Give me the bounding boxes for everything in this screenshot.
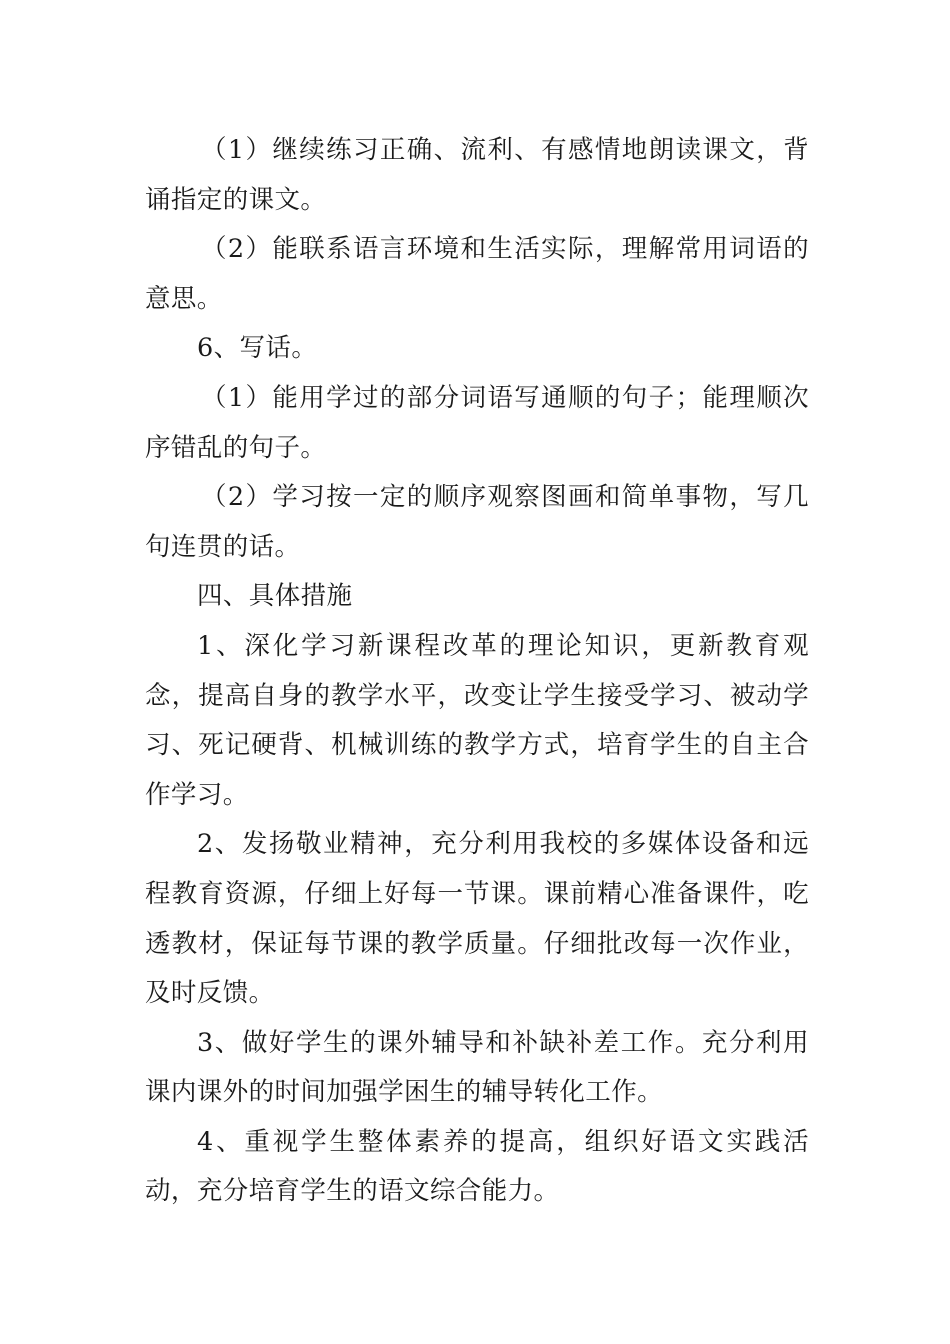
paragraph-measure-3: 3、做好学生的课外辅导和补缺补差工作。充分利用课内课外的时间加强学困生的辅导转化工作。 (145, 1027, 809, 1108)
section-heading-measures: 四、具体措施 (197, 581, 353, 612)
paragraph-reading-2: （2）能联系语言环境和生活实际，理解常用词语的意思。 (145, 234, 809, 314)
paragraph-writing-1: （1）能用学过的部分词语写通顺的句子；能理顺次序错乱的句子。 (145, 382, 809, 463)
paragraph-reading-1: （1）继续练习正确、流利、有感情地朗读课文，背诵指定的课文。 (145, 135, 809, 215)
paragraph-writing-2: （2）学习按一定的顺序观察图画和简单事物，写几句连贯的话。 (145, 482, 809, 562)
paragraph-measure-4: 4、重视学生整体素养的提高，组织好语文实践活动，充分培育学生的语文综合能力。 (145, 1126, 809, 1207)
paragraph-measure-1: 1、深化学习新课程改革的理论知识，更新教育观念，提高自身的教学水平，改变让学生接受学习、被动学习、死记硬背、机械训练的教学方式，培育学生的自主合作学习。 (145, 630, 809, 810)
document-body (145, 126, 809, 1217)
section-heading-writing: 6、写话。 (197, 333, 318, 364)
paragraph-measure-2: 2、发扬敬业精神，充分利用我校的多媒体设备和远程教育资源，仔细上好每一节课。课前精心准备课件，吃透教材，保证每节课的教学质量。仔细批改每一次作业，及时反馈。 (145, 829, 809, 1009)
